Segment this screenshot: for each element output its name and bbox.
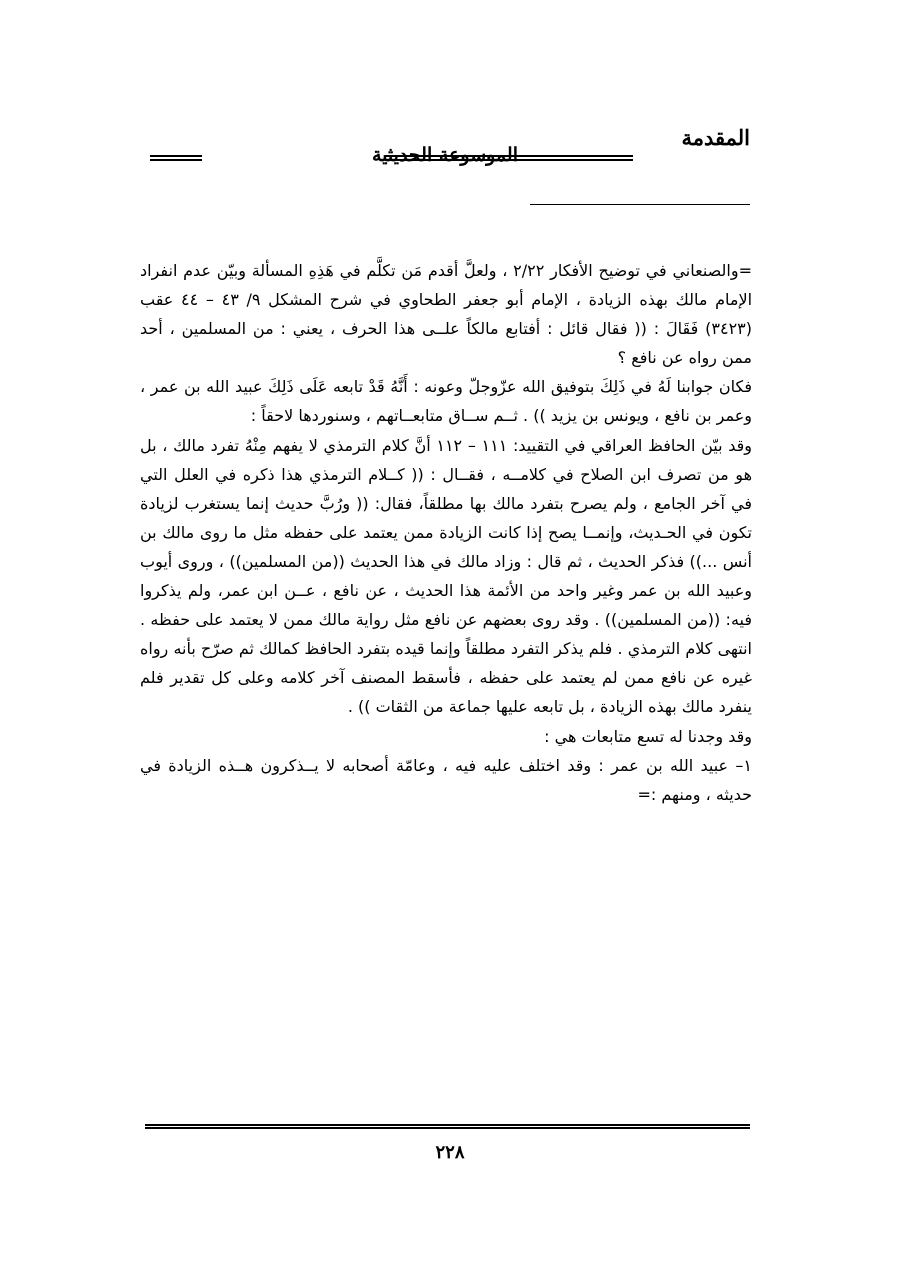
paragraph-1: =والصنعاني في توضيح الأفكار ٢/٢٢ ، ولعلَّ أقدم مَن تكلَّم في هَذِهِ المسألة وبيّن عدم انفراد الإمام مالك بهذه الزيادة ، الإمام أبو جعفر الطحاوي في شرح المشكل ٩/ ٤٣ – ٤٤ عقب (٣٤٢٣) فَقَالَ : (( فقال قائل : أفتابع مالكاً علــى هذا الحرف ، يعني : من المسلمين ، أحد ممن رواه عن نافع ؟: [140, 261, 753, 368]
section-title: المقدمة: [681, 125, 750, 150]
footnote-body: [140, 256, 752, 809]
page-number: ٢٢٨: [435, 1142, 465, 1163]
paragraph-3: وقد بيّن الحافظ العراقي في التقييد: ١١١ – ١١٢ أنَّ كلام الترمذي لا يفهم مِنْهُ تفرد مالك ، بل هو من تصرف ابن الصلاح في كلامــه ، فقــال : (( كــلام الترمذي هذا ذكره في العلل التي في آخر الجامع ، ولم يصرح بتفرد مالك بها مطلقاً، فقال: (( ورُبَّ حديث إنما يستغرب لزيادة تكون في الحـديث، وإنمــا يصح إذا كانت الزيادة ممن يعتمد على حفظه مثل ما روى مالك بن أنس ...)) فذكر الحديث ، ثم قال : وزاد مالك في هذا الحديث ((من المسلمين)) ، وروى أيوب وعبيد الله بن عمر وغير واحد من الأئمة هذا الحديث ، عن نافع ، عــن ابن عمر، ولم يذكروا فيه: ((من المسلمين)) . وقد روى بعضهم عن نافع مثل رواية مالك ممن لا يعتمد على حفظه . انتهى كلام الترمذي . فلم يذكر التفرد مطلقاً وإنما قيده بتفرد الحافظ كمالك ثم صرّح بأنه رواه غيره عن نافع ممن لم يعتمد على حفظه ، فأسقط المصنف آخر كلامه وعلى كل تقدير فلم ينفرد مالك بهذه الزيادة ، بل تابعه عليها جماعة من الثقات )) .: [140, 435, 753, 717]
paragraph-4: وقد وجدنا له تسع متابعات هي :: [544, 726, 752, 746]
header-rule-short: [150, 155, 202, 161]
footnote-separator: [530, 204, 750, 205]
footer-rule: [145, 1124, 750, 1129]
book-title: الموسوعة الحديثية: [372, 144, 518, 166]
paragraph-2: فكان جوابنا لَهُ في ذَلِكَ بتوفيق الله عزّوجلّ وعونه : أَنَّهُ قَدْ تابعه عَلَى ذَلِكَ عبيد الله بن عمر ، وعمر بن نافع ، ويونس بن يزيد )) . ثــم ســاق متابعــاتهم ، وسنوردها لاحقاً :: [140, 377, 752, 426]
paragraph-5: ١– عبيد الله بن عمر : وقد اختلف عليه فيه ، وعامّة أصحابه لا يــذكرون هــذه الزيادة في حديثه ، ومنهم :=: [140, 755, 752, 804]
